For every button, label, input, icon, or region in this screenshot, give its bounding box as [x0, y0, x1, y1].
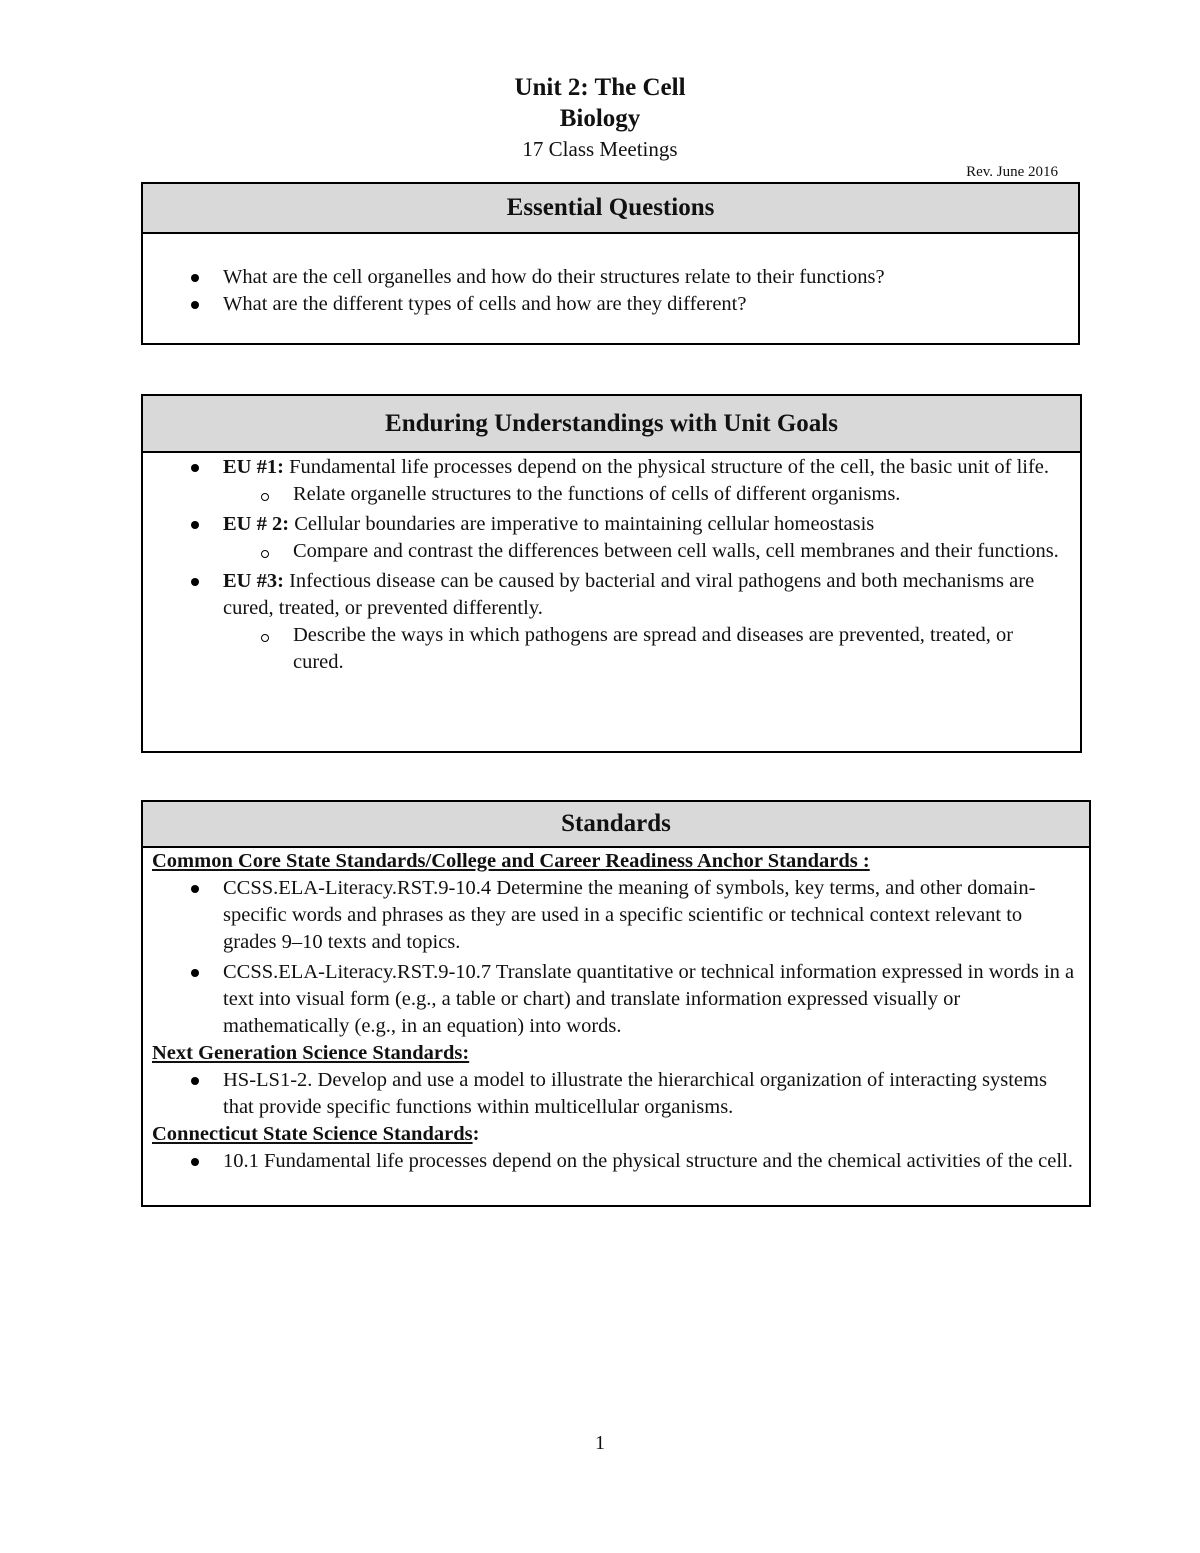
enduring-understandings-heading: Enduring Understandings with Unit Goals — [143, 396, 1080, 453]
class-meetings: 17 Class Meetings — [522, 137, 678, 161]
eu-item — [143, 454, 1066, 508]
eu-label: EU # 2: — [223, 513, 290, 535]
enduring-understandings-box — [141, 394, 1082, 753]
essential-questions-box — [141, 182, 1080, 345]
standard-item: CCSS.ELA-Literacy.RST.9-10.7 Translate quantitative or technical information expressed in words in a text into visual form (e.g., a table or chart) and translate information expressed visually or mathematically (e.g., in an equation) into words. — [143, 959, 1077, 1040]
ct-heading-suffix: : — [472, 1123, 480, 1145]
common-core-heading: Common Core State Standards/College and Career Readiness Anchor Standards : — [152, 850, 870, 872]
standards-box — [141, 800, 1091, 1207]
unit-goal: Compare and contrast the differences between cell walls, cell membranes and their functions. — [223, 538, 1066, 565]
standards-heading: Standards — [143, 802, 1089, 848]
ngss-heading: Next Generation Science Standards: — [152, 1042, 470, 1064]
essential-questions-heading: Essential Questions — [143, 184, 1078, 234]
eu-label: EU #3: — [223, 570, 284, 592]
eu-text: Fundamental life processes depend on the physical structure of the cell, the basic unit of life. — [283, 456, 1050, 478]
eu-text: Cellular boundaries are imperative to maintaining cellular homeostasis — [289, 513, 875, 535]
unit-goal: Describe the ways in which pathogens are spread and diseases are prevented, treated, or cured. — [223, 622, 1066, 676]
standard-item: 10.1 Fundamental life processes depend on the physical structure and the chemical activities of the cell. — [143, 1148, 1077, 1175]
essential-question: What are the cell organelles and how do their structures relate to their functions? — [143, 264, 1078, 291]
ct-heading-line — [143, 1121, 1077, 1148]
eu-item — [143, 568, 1066, 676]
standard-item: HS-LS1-2. Develop and use a model to illustrate the hierarchical organization of interacting systems that provide specific functions within multicellular organisms. — [143, 1067, 1077, 1121]
eu-label: EU #1: — [223, 456, 284, 478]
standard-item: CCSS.ELA-Literacy.RST.9-10.4 Determine the meaning of symbols, key terms, and other domain-specific words and phrases as they are used in a specific scientific or technical context relevant to grades 9–10 texts and topics. — [143, 875, 1077, 956]
subject-title: Biology — [559, 105, 641, 132]
revision-date: Rev. June 2016 — [966, 164, 1058, 180]
page-number: 1 — [595, 1432, 605, 1454]
eu-item — [143, 511, 1066, 565]
eu-text: Infectious disease can be caused by bacterial and viral pathogens and both mechanisms are cured, treated, or prevented differently. — [223, 570, 1035, 619]
unit-title: Unit 2: The Cell — [514, 74, 686, 101]
unit-goal: Relate organelle structures to the functions of cells of different organisms. — [223, 481, 1066, 508]
ct-heading: Connecticut State Science Standards — [152, 1123, 473, 1145]
essential-question: What are the different types of cells and how are they different? — [143, 291, 1078, 318]
